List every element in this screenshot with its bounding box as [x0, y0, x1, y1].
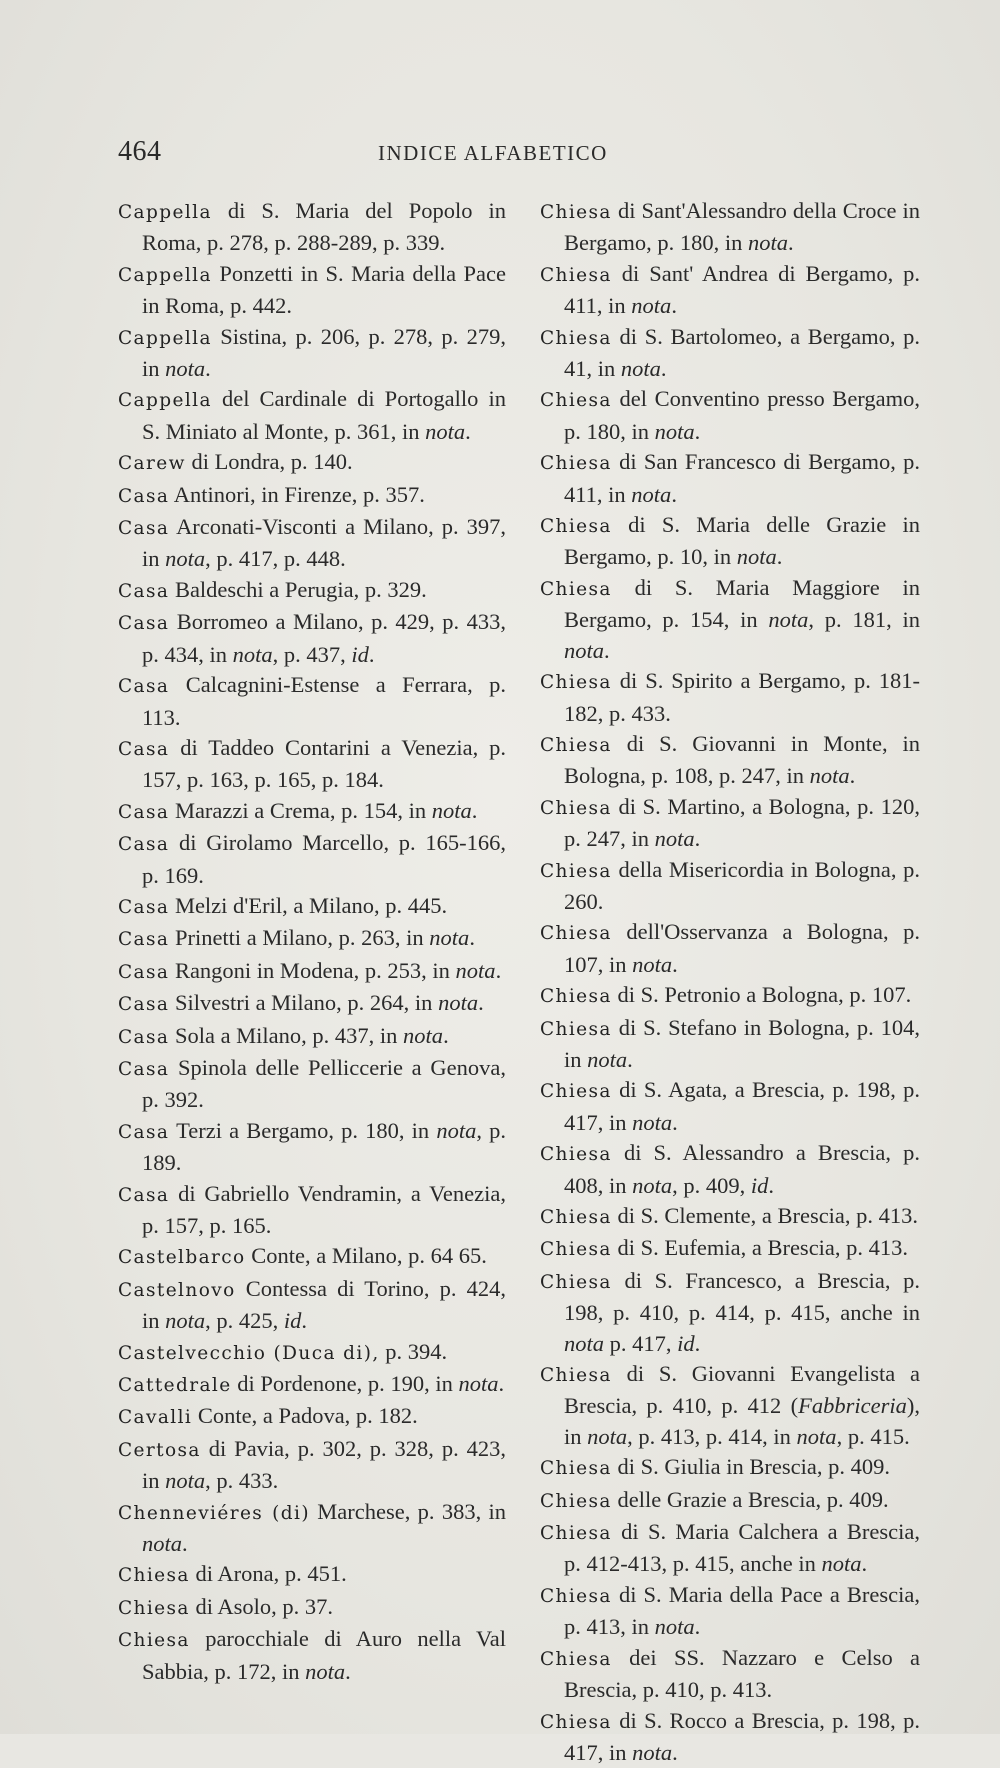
index-entry — [540, 666, 920, 729]
entry-italic-text: nota — [425, 419, 465, 444]
entry-text: di S. Martino, a Bologna, p. 120, p. 247, in — [564, 794, 920, 851]
index-entry — [118, 796, 506, 828]
index-entry — [118, 733, 506, 796]
entry-heading: Chiesa — [540, 1019, 612, 1040]
entry-text: di S. Petronio a Bologna, p. 107. — [617, 982, 911, 1007]
entry-italic-text: nota — [458, 1371, 498, 1396]
entry-text: di S. Francesco, a Brescia, p. 198, p. 410, p. 414, p. 415, anche in — [564, 1268, 920, 1325]
index-entry — [118, 512, 506, 575]
index-entry — [118, 988, 506, 1020]
entry-heading: Chiesa — [540, 579, 612, 600]
entry-text: . — [301, 1308, 307, 1333]
entry-heading: Cappella — [118, 202, 212, 223]
index-entry — [540, 1706, 920, 1768]
entry-heading: Casa — [118, 1122, 169, 1143]
entry-text: . — [472, 798, 478, 823]
entry-heading: Chiesa — [540, 202, 612, 223]
index-entry — [118, 1179, 506, 1242]
entry-text: di S. Alessandro a Brescia, p. 408, in — [564, 1140, 920, 1197]
entry-heading: Casa — [118, 962, 169, 983]
index-entry — [540, 1266, 920, 1359]
entry-text: . — [768, 1173, 774, 1198]
entry-text: . — [478, 990, 484, 1015]
entry-text: di Girolamo Marcello, p. 165-166, p. 169. — [142, 830, 506, 887]
entry-heading: Cappella — [118, 328, 212, 349]
entry-heading: Chiesa — [540, 1712, 612, 1733]
entry-text: di S. Maria delle Grazie in Bergamo, p. 10, in — [564, 512, 920, 569]
index-entry — [540, 1201, 920, 1233]
index-entry — [118, 1274, 506, 1337]
entry-italic-text: nota — [587, 1424, 627, 1449]
entry-italic-text: nota — [587, 1047, 627, 1072]
index-entry — [540, 322, 920, 385]
entry-text: . — [695, 1614, 701, 1639]
entry-text: . — [695, 826, 701, 851]
entry-text: dei SS. Nazzaro e Celso a Brescia, p. 410, p. 413. — [564, 1645, 920, 1702]
index-entry — [540, 917, 920, 980]
entry-heading: Casa — [118, 676, 169, 697]
entry-heading: Chiesa — [540, 1081, 612, 1102]
entry-heading: Chiesa — [540, 1239, 612, 1260]
entry-heading: Casa — [118, 929, 169, 950]
entry-text: di Londra, p. 140. — [191, 449, 352, 474]
entry-text: . — [443, 1023, 449, 1048]
entry-text: Melzi d'Eril, a Milano, p. 445. — [175, 893, 447, 918]
entry-heading: Chiesa — [540, 1458, 612, 1479]
index-entry — [540, 792, 920, 855]
entry-italic-text: nota — [632, 952, 672, 977]
entry-heading: Casa — [118, 613, 169, 634]
entry-text: Calcagnini-Estense a Ferrara, p. 113. — [142, 672, 506, 729]
entry-italic-text: nota — [165, 1308, 205, 1333]
entry-text: . — [672, 1110, 678, 1135]
index-entry — [118, 575, 506, 607]
index-entry — [540, 1452, 920, 1484]
entry-text: di S. Clemente, a Brescia, p. 413. — [617, 1203, 918, 1228]
entry-italic-text: nota — [748, 230, 788, 255]
entry-text: di S. Giulia in Brescia, p. 409. — [617, 1454, 889, 1479]
entry-heading: Chiesa — [540, 453, 612, 474]
entry-italic-text: nota — [438, 990, 478, 1015]
entry-heading: Chiesa — [540, 1491, 612, 1512]
entry-text: di Pavia, p. 302, p. 328, p. 423, in — [142, 1436, 506, 1493]
entry-text: . — [850, 763, 856, 788]
entry-italic-text: nota — [631, 293, 671, 318]
entry-text: di Arona, p. 451. — [195, 1561, 346, 1586]
entry-heading: Castelnovo — [118, 1280, 236, 1301]
entry-heading: Chiesa — [540, 265, 612, 286]
entry-text: . — [672, 952, 678, 977]
index-entry — [118, 1401, 506, 1433]
entry-heading: Chiesa — [118, 1630, 190, 1651]
entry-heading: Chiesa — [540, 735, 612, 756]
index-entry — [118, 1116, 506, 1179]
index-column-left — [118, 196, 506, 1687]
entry-text: . — [695, 419, 701, 444]
entry-text: Marazzi a Crema, p. 154, in — [175, 798, 432, 823]
index-entry — [540, 1580, 920, 1643]
entry-text: . — [671, 293, 677, 318]
index-entry — [118, 1559, 506, 1591]
index-entry — [540, 1485, 920, 1517]
index-entry — [540, 447, 920, 510]
index-entry — [118, 259, 506, 322]
entry-heading: Castelbarco — [118, 1247, 246, 1268]
page-header — [118, 136, 908, 176]
index-column-right — [540, 196, 920, 1768]
entry-text: dell'Osservanza a Bologna, p. 107, in — [564, 919, 920, 976]
entry-heading: Casa — [118, 518, 169, 539]
entry-text: . — [205, 356, 211, 381]
entry-text: di S. Eufemia, a Brescia, p. 413. — [617, 1235, 908, 1260]
entry-text: . — [777, 544, 783, 569]
entry-text: di S. Maria del Popolo in Roma, p. 278, p. 288-289, p. 339. — [142, 198, 506, 255]
entry-italic-text: nota — [564, 638, 604, 663]
index-entry — [540, 1013, 920, 1076]
entry-italic-text: nota — [632, 1110, 672, 1135]
entry-italic-text: nota — [655, 1614, 695, 1639]
entry-heading: Casa — [118, 581, 169, 602]
entry-text: Conte, a Padova, p. 182. — [198, 1403, 418, 1428]
entry-heading: Casa — [118, 1027, 169, 1048]
entry-text: . — [627, 1047, 633, 1072]
entry-italic-text: nota — [165, 356, 205, 381]
entry-heading: Cavalli — [118, 1407, 192, 1428]
entry-heading: Casa — [118, 486, 169, 507]
entry-text: Ponzetti in S. Maria della Pace in Roma, p. 442. — [142, 261, 506, 318]
entry-text: . — [345, 1659, 351, 1684]
index-entry — [118, 1021, 506, 1053]
entry-text: . — [861, 1551, 867, 1576]
index-entry — [118, 384, 506, 447]
entry-text: di S. Stefano in Bologna, p. 104, in — [564, 1015, 920, 1072]
index-entry — [118, 1497, 506, 1560]
entry-italic-text: nota — [165, 1468, 205, 1493]
entry-heading: Chiesa — [540, 672, 612, 693]
entry-text: Rangoni in Modena, p. 253, in — [175, 958, 456, 983]
entry-text: . — [672, 1740, 678, 1765]
index-entry — [540, 259, 920, 322]
entry-italic-text: nota — [142, 1531, 182, 1556]
entry-text: di Gabriello Vendramin, a Venezia, p. 157, p. 165. — [142, 1181, 506, 1238]
entry-italic-text: nota — [768, 607, 808, 632]
entry-italic-text: id — [351, 642, 369, 667]
index-entry — [540, 1643, 920, 1706]
entry-text: . — [498, 1371, 504, 1396]
entry-text: Baldeschi a Perugia, p. 329. — [175, 577, 427, 602]
entry-text: . — [604, 638, 610, 663]
entry-heading: Chiesa — [540, 1365, 612, 1386]
entry-heading: Chiesa — [540, 1207, 612, 1228]
index-entry — [118, 196, 506, 259]
entry-text: di Taddeo Contarini a Venezia, p. 157, p. 163, p. 165, p. 184. — [142, 735, 506, 792]
index-entry — [118, 447, 506, 479]
entry-italic-text: nota — [564, 1331, 604, 1356]
entry-text: , p. 425, — [205, 1308, 284, 1333]
entry-text: . — [788, 230, 794, 255]
entry-italic-text: id — [284, 1308, 302, 1333]
entry-text: , p. 189. — [142, 1118, 506, 1175]
entry-italic-text: nota — [436, 1118, 476, 1143]
entry-text: , p. 413, p. 414, in — [627, 1424, 796, 1449]
index-entry — [118, 1624, 506, 1687]
index-entry — [540, 384, 920, 447]
index-entry — [540, 573, 920, 666]
index-entry — [540, 980, 920, 1012]
index-entry — [540, 196, 920, 259]
entry-text: di S. Giovanni in Monte, in Bologna, p. 108, p. 247, in — [564, 731, 920, 788]
index-entry — [540, 1233, 920, 1265]
entry-heading: Castelvecchio (Duca di), — [118, 1343, 380, 1364]
entry-text: ), in — [564, 1393, 920, 1448]
entry-text: Sistina, p. 206, p. 278, p. 279, in — [142, 324, 506, 381]
entry-heading: Chiesa — [540, 798, 612, 819]
entry-heading: Casa — [118, 1185, 169, 1206]
entry-text: Marchese, p. 383, in — [317, 1499, 506, 1524]
index-entry — [118, 1592, 506, 1624]
entry-text: di S. Maria della Pace a Brescia, p. 413, in — [564, 1582, 920, 1639]
entry-text: Prinetti a Milano, p. 263, in — [175, 925, 429, 950]
entry-text: , p. 409, — [672, 1173, 751, 1198]
entry-heading: Casa — [118, 994, 169, 1015]
entry-text: p. 417, — [604, 1331, 677, 1356]
entry-text: Conte, a Milano, p. 64 65. — [251, 1243, 487, 1268]
entry-heading: Casa — [118, 1059, 169, 1080]
entry-heading: Chiesa — [118, 1565, 190, 1586]
entry-text: Contessa di Torino, p. 424, in — [142, 1276, 506, 1333]
entry-text: . — [671, 482, 677, 507]
entry-text: . — [182, 1531, 188, 1556]
entry-text: . — [661, 356, 667, 381]
entry-text: del Cardinale di Portogallo in S. Miniato al Monte, p. 361, in — [142, 386, 506, 443]
entry-text: , p. 417, p. 448. — [205, 546, 346, 571]
entry-heading: Casa — [118, 834, 169, 855]
index-entry — [118, 670, 506, 733]
index-entry — [118, 1241, 506, 1273]
entry-text: , p. 415. — [837, 1424, 910, 1449]
entry-text: Terzi a Bergamo, p. 180, in — [176, 1118, 436, 1143]
entry-italic-text: Fabbriceria — [798, 1393, 907, 1418]
entry-text: Spinola delle Pelliccerie a Genova, p. 392. — [142, 1055, 506, 1112]
entry-text: Arconati-Visconti a Milano, p. 397, in — [142, 514, 506, 571]
entry-italic-text: nota — [456, 958, 496, 983]
entry-italic-text: nota — [432, 798, 472, 823]
entry-text: delle Grazie a Brescia, p. 409. — [617, 1487, 888, 1512]
entry-italic-text: nota — [165, 546, 205, 571]
entry-heading: Chiesa — [540, 1272, 612, 1293]
index-entry — [118, 322, 506, 385]
entry-heading: Casa — [118, 802, 169, 823]
entry-text: di San Francesco di Bergamo, p. 411, in — [564, 449, 920, 506]
entry-text: di S. Maria Maggiore in Bergamo, p. 154, in — [564, 575, 920, 632]
entry-heading: Chiesa — [540, 1586, 612, 1607]
entry-text: di Asolo, p. 37. — [195, 1594, 333, 1619]
entry-italic-text: nota — [821, 1551, 861, 1576]
entry-text: di S. Agata, a Brescia, p. 198, p. 417, in — [564, 1077, 920, 1134]
index-entry — [118, 1053, 506, 1116]
entry-heading: Cappella — [118, 265, 212, 286]
entry-heading: Chiesa — [540, 986, 612, 1007]
entry-heading: Chiesa — [540, 1144, 612, 1165]
page-number: 464 — [118, 136, 162, 168]
index-entry — [118, 607, 506, 670]
index-entry — [540, 510, 920, 573]
index-entry — [118, 891, 506, 923]
entry-heading: Cattedrale — [118, 1375, 232, 1396]
entry-text: di S. Maria Calchera a Brescia, p. 412-413, p. 415, anche in — [564, 1519, 920, 1576]
entry-heading: Chiesa — [118, 1598, 190, 1619]
entry-heading: Chiesa — [540, 1649, 612, 1670]
index-entry — [540, 1517, 920, 1580]
entry-italic-text: id — [751, 1173, 769, 1198]
entry-text: Borromeo a Milano, p. 429, p. 433, p. 434, in — [142, 609, 506, 666]
index-entry — [118, 828, 506, 891]
entry-text: di S. Rocco a Brescia, p. 198, p. 417, in — [564, 1708, 920, 1765]
index-entry — [118, 923, 506, 955]
entry-text: p. 394. — [385, 1339, 447, 1364]
entry-heading: Chiesa — [540, 861, 612, 882]
entry-text: Sola a Milano, p. 437, in — [175, 1023, 403, 1048]
entry-text: di S. Bartolomeo, a Bergamo, p. 41, in — [564, 324, 920, 381]
entry-heading: Chiesa — [540, 1523, 612, 1544]
entry-text: . — [469, 925, 475, 950]
entry-italic-text: nota — [631, 482, 671, 507]
entry-italic-text: nota — [233, 642, 273, 667]
running-title: INDICE ALFABETICO — [378, 141, 608, 166]
entry-text: di Sant' Andrea di Bergamo, p. 411, in — [564, 261, 920, 318]
entry-heading: Chiesa — [540, 923, 612, 944]
entry-italic-text: nota — [429, 925, 469, 950]
entry-text: della Misericordia in Bologna, p. 260. — [564, 857, 920, 914]
entry-heading: Cappella — [118, 390, 212, 411]
entry-italic-text: nota — [403, 1023, 443, 1048]
entry-heading: Chiesa — [540, 516, 612, 537]
entry-text: parocchiale di Auro nella Val Sabbia, p. 172, in — [142, 1626, 506, 1683]
index-entry — [540, 729, 920, 792]
entry-italic-text: id — [677, 1331, 695, 1356]
entry-text: , p. 437, — [273, 642, 352, 667]
entry-text: di Pordenone, p. 190, in — [237, 1371, 458, 1396]
entry-text: di S. Spirito a Bergamo, p. 181-182, p. 433. — [564, 668, 920, 725]
index-entry — [540, 855, 920, 918]
entry-text: . — [496, 958, 502, 983]
entry-text: di S. Giovanni Evangelista a Brescia, p. 410, p. 412 ( — [564, 1361, 920, 1418]
entry-heading: Carew — [118, 453, 186, 474]
entry-text: Antinori, in Firenze, p. 357. — [174, 482, 425, 507]
entry-text: Silvestri a Milano, p. 264, in — [175, 990, 438, 1015]
index-entry — [118, 480, 506, 512]
entry-italic-text: nota — [632, 1173, 672, 1198]
entry-italic-text: nota — [632, 1740, 672, 1765]
index-entry — [540, 1075, 920, 1138]
entry-italic-text: nota — [797, 1424, 837, 1449]
entry-text: , p. 181, in — [808, 607, 920, 632]
entry-italic-text: nota — [737, 544, 777, 569]
index-entry — [118, 956, 506, 988]
index-entry — [118, 1434, 506, 1497]
entry-heading: Chiesa — [540, 328, 612, 349]
index-entry — [540, 1138, 920, 1201]
entry-italic-text: nota — [305, 1659, 345, 1684]
entry-italic-text: nota — [621, 356, 661, 381]
entry-italic-text: nota — [655, 826, 695, 851]
entry-italic-text: nota — [655, 419, 695, 444]
entry-text: del Conventino presso Bergamo, p. 180, in — [564, 386, 920, 443]
entry-heading: Certosa — [118, 1440, 201, 1461]
index-entry — [118, 1337, 506, 1369]
entry-text: , p. 433. — [205, 1468, 278, 1493]
entry-text: di Sant'Alessandro della Croce in Bergamo, p. 180, in — [564, 198, 920, 255]
entry-text: . — [369, 642, 375, 667]
entry-heading: Casa — [118, 897, 169, 918]
entry-text: . — [695, 1331, 701, 1356]
entry-text: . — [465, 419, 471, 444]
entry-heading: Chenneviéres (di) — [118, 1503, 310, 1524]
index-entry — [540, 1359, 920, 1452]
entry-heading: Chiesa — [540, 390, 612, 411]
entry-italic-text: nota — [810, 763, 850, 788]
entry-heading: Casa — [118, 739, 169, 760]
index-entry — [118, 1369, 506, 1401]
